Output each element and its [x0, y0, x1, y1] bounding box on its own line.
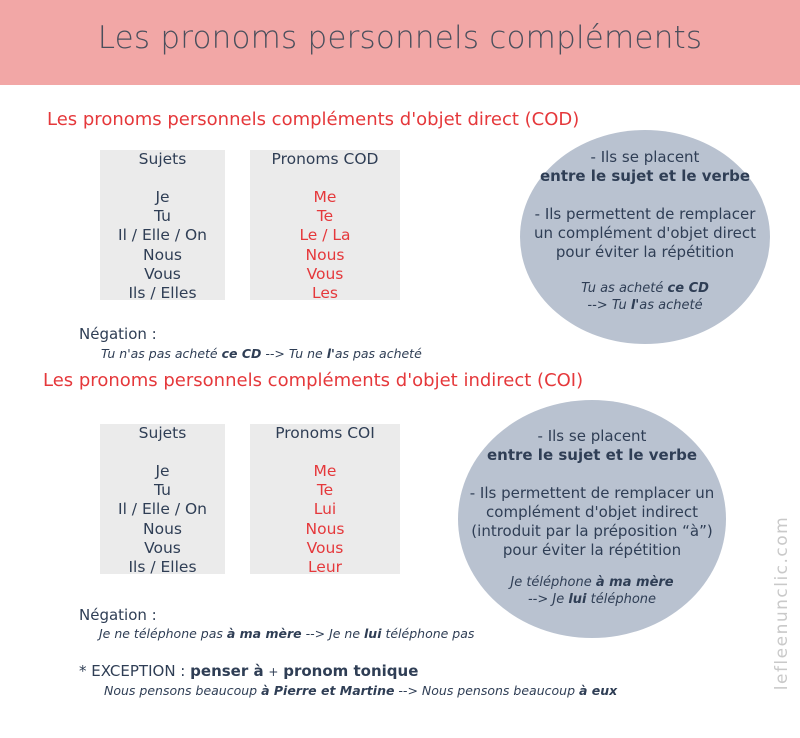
cod-ex-part: Tu as acheté — [581, 281, 664, 296]
coi-negation-example — [99, 626, 474, 641]
coi-neg-part: téléphone pas — [381, 626, 475, 641]
cod-subject-row: Ils / Elles — [128, 284, 197, 303]
coi-ex-bold: à ma mère — [595, 575, 674, 590]
coi-pronouns-table — [250, 424, 400, 577]
cod-rule-example — [526, 280, 764, 314]
cod-pronoun-row: Les — [312, 284, 338, 303]
cod-subject-row: Vous — [144, 264, 181, 283]
coi-ex-part: Je téléphone — [510, 575, 592, 590]
cod-negation-label: Négation : — [79, 325, 157, 343]
coi-ex-part: --> Je — [527, 592, 565, 607]
cod-subjects-table — [100, 150, 225, 303]
cod-ex-bold: l' — [630, 298, 640, 313]
cod-subject-row: Il / Elle / On — [118, 226, 207, 245]
cod-negation-example — [101, 346, 422, 361]
coi-heading: Les pronoms personnels compléments d'objet indirect (COI) — [43, 370, 584, 391]
cod-neg-part: --> Tu ne — [261, 346, 327, 361]
cod-neg-bold: ce CD — [221, 346, 262, 361]
coi-pronoun-row: Nous — [305, 519, 345, 538]
coi-subjects-header: Sujets — [138, 424, 187, 442]
cod-ex-bold: ce CD — [667, 281, 709, 296]
site-watermark — [768, 480, 796, 725]
cod-pronouns-header: Pronoms COD — [271, 150, 379, 168]
cod-pronoun-row: Nous — [305, 245, 345, 264]
exception-ex-bold: à Pierre et Martine — [261, 683, 395, 698]
watermark-text: lefleenunclic.com — [772, 515, 792, 690]
cod-subject-row: Tu — [154, 207, 171, 226]
cod-neg-bold: l' — [326, 346, 335, 361]
cod-ex-part: as acheté — [639, 298, 703, 313]
cod-pronouns-table — [250, 150, 400, 303]
cod-rule-placement: entre le sujet et le verbe — [539, 167, 751, 185]
coi-subject-row: Je — [155, 462, 170, 480]
coi-rule-line1: - Ils se placent — [537, 427, 647, 445]
cod-rule-bubble — [520, 130, 770, 344]
coi-pronoun-row: Leur — [307, 558, 343, 577]
exception-plus: + — [268, 665, 279, 679]
coi-ex-part: téléphone — [590, 592, 657, 607]
cod-heading: Les pronoms personnels compléments d'objet direct (COD) — [47, 109, 580, 130]
cod-subject-row: Je — [155, 188, 170, 206]
coi-neg-part: --> Je ne — [301, 626, 365, 641]
coi-negation-label: Négation : — [79, 606, 157, 624]
coi-pronoun-row: Vous — [306, 538, 344, 557]
cod-pronoun-row: Te — [316, 207, 334, 226]
cod-neg-part: Tu n'as pas acheté — [101, 346, 222, 361]
exception-rule-bold: penser à — [190, 662, 264, 680]
coi-neg-part: Je ne téléphone pas — [99, 626, 227, 641]
coi-neg-bold: à ma mère — [226, 626, 302, 641]
cod-subject-row: Nous — [143, 245, 182, 264]
exception-ex-bold: à eux — [578, 683, 618, 698]
coi-subject-row: Vous — [144, 538, 181, 557]
cod-neg-part: as pas acheté — [334, 346, 422, 361]
coi-rule-bubble — [458, 400, 726, 638]
coi-subject-row: Il / Elle / On — [118, 500, 207, 519]
exception-rule-bold: pronom tonique — [283, 662, 419, 680]
exception-ex-part: Nous pensons beaucoup — [104, 683, 262, 698]
coi-pronoun-row: Lui — [313, 500, 337, 519]
title-banner — [0, 0, 800, 85]
cod-ex-part: --> Tu — [587, 298, 627, 313]
exception-rule — [79, 662, 418, 680]
exception-ex-part: --> Nous pensons beaucoup — [394, 683, 579, 698]
coi-pronoun-row: Me — [313, 462, 337, 480]
exception-label: * EXCEPTION : — [79, 662, 186, 680]
exception-example — [104, 683, 617, 698]
cod-subjects-header: Sujets — [138, 150, 187, 168]
coi-rule-placement: entre le sujet et le verbe — [486, 446, 698, 464]
coi-rule-line2: - Ils permettent de remplacer un complément d'objet indirect (introduit par la préposition “à”) pour éviter la répétition — [469, 484, 715, 559]
coi-subject-row: Nous — [143, 519, 182, 538]
coi-pronoun-row: Te — [316, 481, 334, 500]
coi-neg-bold: lui — [364, 626, 382, 641]
cod-pronoun-row: Le / La — [299, 226, 351, 245]
cod-rule-line2: - Ils permettent de remplacer un complément d'objet direct pour éviter la répétition — [533, 205, 756, 261]
coi-pronouns-header: Pronoms COI — [275, 424, 375, 442]
cod-pronoun-row: Vous — [306, 264, 344, 283]
cod-pronoun-row: Me — [313, 188, 337, 206]
coi-subject-row: Tu — [154, 481, 171, 500]
cod-rule-line1: - Ils se placent — [590, 148, 700, 166]
coi-rule-example — [466, 574, 718, 608]
coi-ex-bold: lui — [568, 592, 587, 607]
page-title: Les pronoms personnels compléments — [97, 20, 703, 56]
coi-subjects-table — [100, 424, 225, 577]
coi-subject-row: Ils / Elles — [128, 558, 197, 577]
